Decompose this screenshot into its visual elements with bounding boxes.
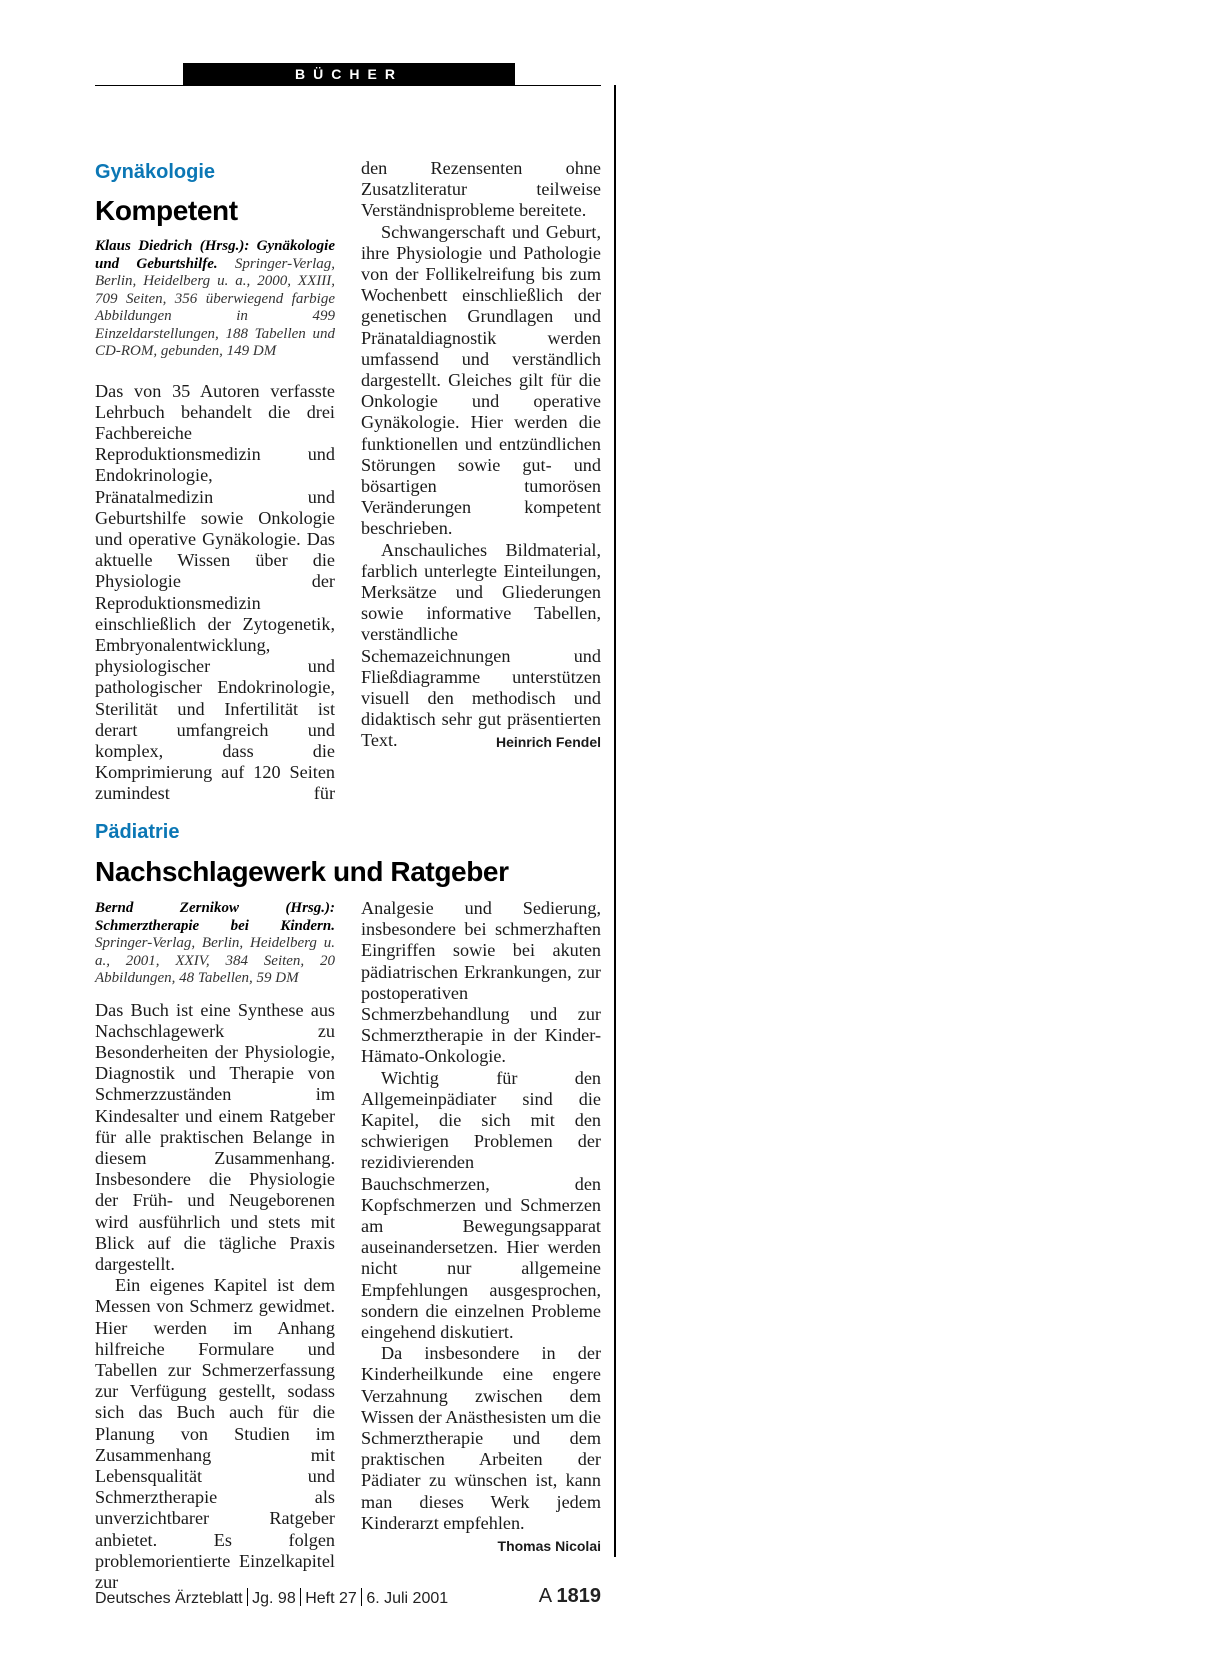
page-prefix: A xyxy=(538,1585,551,1607)
review1-paragraph-3 xyxy=(361,540,601,752)
review2-headline: Nachschlagewerk und Ratgeber xyxy=(95,856,509,887)
review1-paragraph-2: Schwangerschaft und Geburt, ihre Physiologie und Pathologie von der Follikelreifung bis zum Wochenbett einschließlich der genetischen Grundlagen und Pränataldiagnostik werden umfassend und verständlich dargestellt. Gleiches gilt für die Onkologie und operative Gynäkologie. Hier werden die funktionellen und entzündlichen Störungen sowie gut- und bösartigen tumorösen Veränderungen kompetent beschrieben. xyxy=(361,221,601,539)
review2-book-meta xyxy=(95,900,335,988)
review1-book-meta xyxy=(95,238,335,361)
footer-date: 6. Juli 2001 xyxy=(366,1590,449,1607)
review1-signature: Heinrich Fendel xyxy=(495,734,601,751)
footer-journal: Deutsches Ärzteblatt xyxy=(95,1590,243,1607)
review2-author-title: Bernd Zernikow (Hrsg.): Schmerztherapie bei Kindern. xyxy=(95,900,335,934)
review1-paragraph-3-text: Anschauliches Bildmaterial, farblich unterlegte Einteilungen, Merksätze und Gliederungen sowie informative Tabellen, verständliche Schemazeichnungen und Fließdiagramme unterstützen visuell den methodisch und didaktisch sehr gut präsentierten Text. xyxy=(361,539,601,751)
review-paediatrie xyxy=(95,820,601,1592)
page-number-value: 1819 xyxy=(556,1585,601,1607)
review2-paragraph-4-text: Da insbesondere in der Kinderheilkunde eine engere Verzahnung zwischen dem Wissen der Anästhesisten um die Schmerztherapie und dem praktischen Arbeiten der Pädiater zu wünschen ist, kann man dieses Werk jedem Kinderarzt empfehlen. xyxy=(361,1343,601,1533)
review1-book-details: Springer-Verlag, Berlin, Heidelberg u. a., 2000, XXIII, 709 Seiten, 356 überwiegend farbige Abbildungen in 499 Einzeldarstellungen, 188 Tabellen und CD-ROM, gebunden, 149 DM xyxy=(95,255,335,359)
review1-right-column xyxy=(361,158,601,752)
section-header-band xyxy=(183,63,515,85)
review1-category: Gynäkologie xyxy=(95,161,216,183)
page-number xyxy=(539,1585,601,1608)
review1-body-left xyxy=(95,381,335,805)
review2-paragraph-2: Ein eigenes Kapitel ist dem Messen von Schmerz gewidmet. Hier werden im Anhang hilfreiche Formulare und Tabellen zur Schmerzerfassung zur Verfügung gestellt, sodass sich das Buch auch für die Planung von Studien im Zusammenhang mit Lebensqualität und Schmerztherapie als unverzichtbarer Ratgeber anbietet. Es folgen problemorientierte Einzelkapitel zur xyxy=(95,1275,335,1592)
footer-volume: Jg. 98 xyxy=(252,1590,296,1607)
review2-paragraph-1: Das Buch ist eine Synthese aus Nachschlagewerk zu Besonderheiten der Physiologie, Diagnostik und Therapie von Schmerzzuständen im Kindesalter und einem Ratgeber für alle praktischen Belange in diesem Zusammenhang. Insbesondere die Physiologie der Früh- und Neugeborenen wird ausführlich und stets mit Blick auf die tägliche Praxis dargestellt. xyxy=(95,999,335,1274)
column-rule xyxy=(614,85,616,1557)
review2-category: Pädiatrie xyxy=(95,821,180,843)
header-rule xyxy=(95,85,601,86)
footer-separator xyxy=(361,1588,363,1606)
review1-headline: Kompetent xyxy=(95,195,238,226)
review1-paragraph-1: Das von 35 Autoren verfasste Lehrbuch behandelt die drei Fachbereiche Reproduktionsmedizin und Endokrinologie, Pränatalmedizin und Geburtshilfe sowie Onkologie und operative Gynäkologie. Das aktuelle Wissen über die Physiologie der Reproduktionsmedizin einschließlich der Zytogenetik, Embryonalentwicklung, physiologischer und pathologischer Endokrinologie, Sterilität und Infertilität ist derart umfangreich und komplex, dass die Komprimierung auf 120 Seiten zumindest für xyxy=(95,380,335,804)
review1-author-title: Klaus Diedrich (Hrsg.): Gynäkologie und Geburtshilfe. xyxy=(95,238,335,272)
section-label: BÜCHER xyxy=(295,66,403,82)
footer-separator xyxy=(247,1588,249,1606)
review2-paragraph-3: Wichtig für den Allgemeinpädiater sind die Kapitel, die sich mit den schwierigen Problemen der rezidivierenden Bauchschmerzen, den Kopfschmerzen und Schmerzen am Bewegungsapparat auseinandersetzen. Hier werden nicht nur allgemeine Empfehlungen ausgesprochen, sondern die einzelnen Probleme eingehend diskutiert. xyxy=(361,1067,601,1343)
footer-issue: Heft 27 xyxy=(305,1590,357,1607)
review1-paragraph-1-cont: den Rezensenten ohne Zusatzliteratur teilweise Verständnisprobleme bereitete. xyxy=(361,158,601,221)
review1-body-right xyxy=(361,158,601,752)
review2-signature: Thomas Nicolai xyxy=(497,1538,601,1555)
review2-body-right xyxy=(361,898,601,1555)
review2-paragraph-2-cont: Analgesie und Sedierung, insbesondere bei schmerzhaften Eingriffen sowie bei akuten pädiatrischen Erkrankungen, zur postoperativen Schmerzbehandlung und zur Schmerztherapie in der Kinder-Hämato-Onkologie. xyxy=(361,898,601,1067)
review2-left-column xyxy=(95,900,335,1593)
review2-book-details: Springer-Verlag, Berlin, Heidelberg u. a., 2001, XXIV, 384 Seiten, 20 Abbildungen, 48 Tabellen, 59 DM xyxy=(95,935,335,986)
page-footer xyxy=(95,1585,601,1610)
review1-left-column xyxy=(95,160,335,805)
review2-paragraph-4 xyxy=(361,1343,601,1555)
footer-separator xyxy=(300,1588,302,1606)
review2-body-left xyxy=(95,1000,335,1594)
review2-right-column xyxy=(361,898,601,1555)
